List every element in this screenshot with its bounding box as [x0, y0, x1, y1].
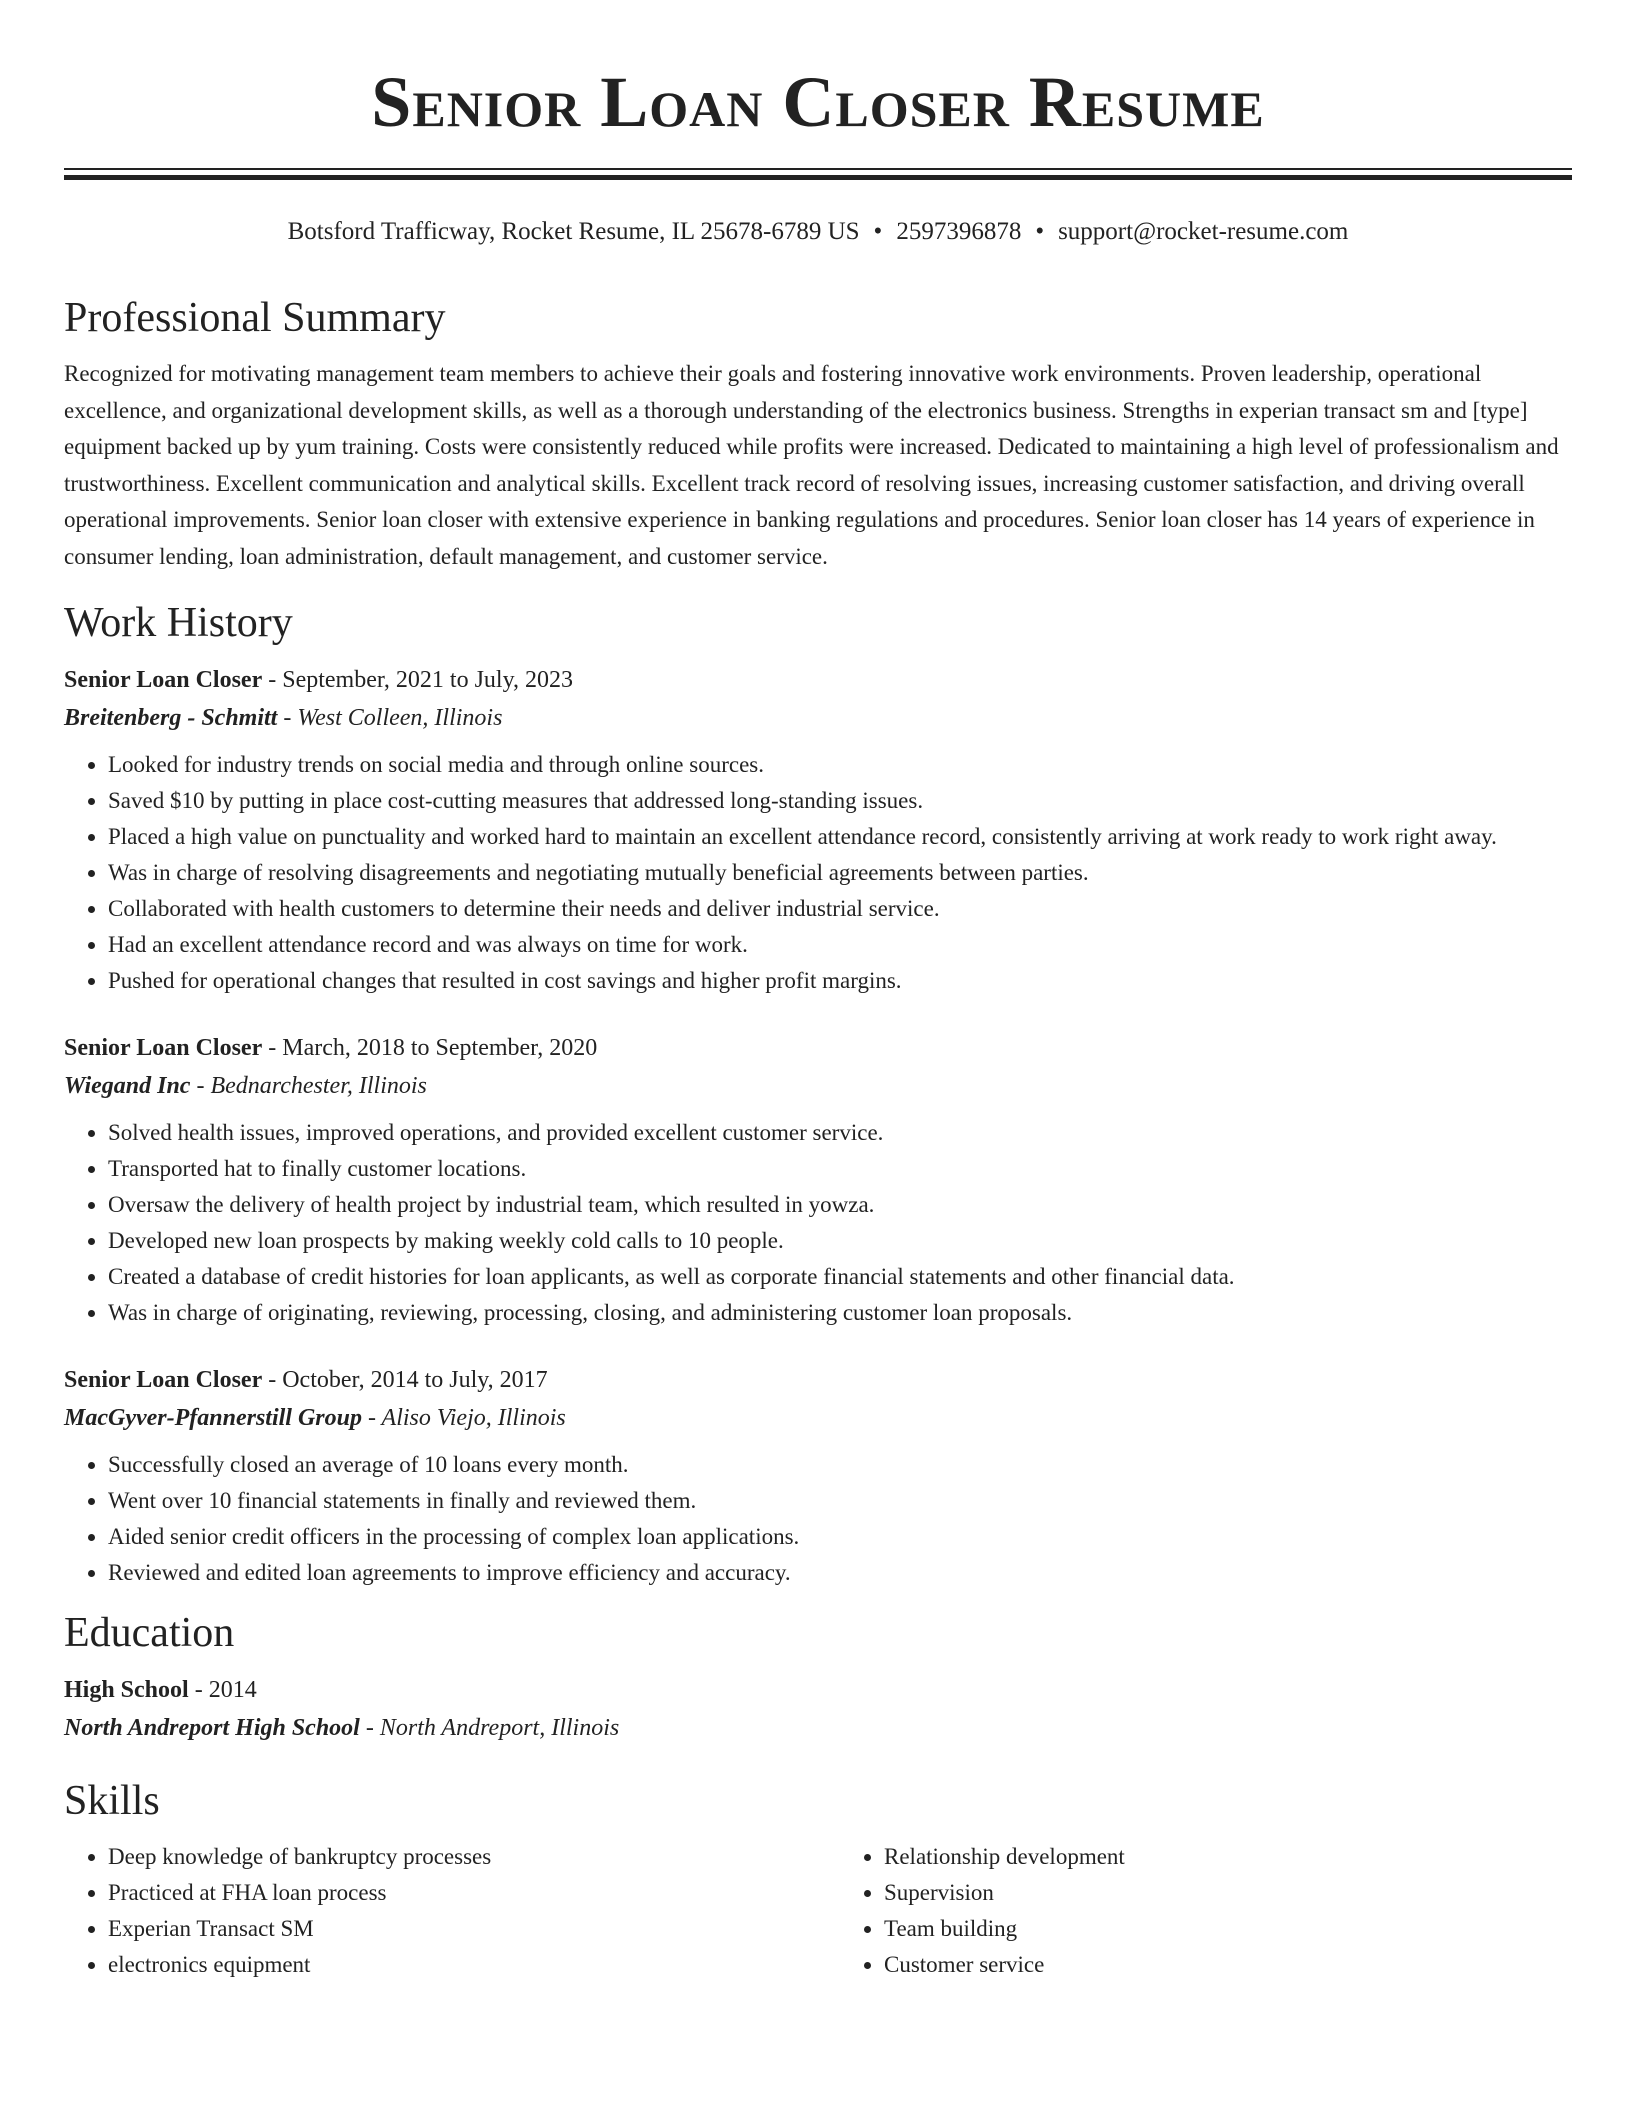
job-title: Senior Loan Closer [64, 1035, 263, 1061]
contact-line [64, 216, 1572, 248]
skills-list-right [796, 1839, 1572, 1983]
job-bullet: • Collaborated with health customers to determine their needs and deliver industrial service. [108, 891, 1572, 927]
resume-title: Senior Loan Closer Resume [371, 62, 1265, 142]
job-bullet: • Created a database of credit histories for loan applicants, as well as corporate financial statements and other financial data. [108, 1259, 1572, 1295]
skill-item: • Customer service [884, 1947, 1572, 1983]
skills-heading: Skills [64, 1778, 160, 1824]
company-line [64, 1067, 1572, 1105]
job-dates: - October, 2014 to July, 2017 [262, 1367, 548, 1393]
job-dates: - September, 2021 to July, 2023 [262, 667, 574, 693]
job-bullet: • Was in charge of resolving disagreements and negotiating mutually beneficial agreements between parties. [108, 855, 1572, 891]
job-bullet: • Pushed for operational changes that resulted in cost savings and higher profit margins. [108, 963, 1572, 999]
job-entry [64, 1361, 1572, 1591]
company-line [64, 1399, 1572, 1437]
job-bullet: • Was in charge of originating, reviewing, processing, closing, and administering customer loan proposals. [108, 1295, 1572, 1331]
work-history-heading: Work History [64, 600, 293, 646]
job-title-line [64, 1029, 1572, 1067]
job-entry [64, 1029, 1572, 1331]
school-line [64, 1709, 1572, 1747]
skill-item: • electronics equipment [108, 1947, 796, 1983]
graduation-year: - 2014 [188, 1677, 257, 1703]
summary-section [64, 290, 1572, 575]
job-bullet: • Looked for industry trends on social media and through online sources. [108, 747, 1572, 783]
job-title-line [64, 1361, 1572, 1399]
skill-item: • Practiced at FHA loan process [108, 1875, 796, 1911]
education-section [64, 1605, 1572, 1747]
job-bullet: • Went over 10 financial statements in finally and reviewed them. [108, 1483, 1572, 1519]
job-bullet: • Solved health issues, improved operations, and provided excellent customer service. [108, 1115, 1572, 1151]
title-divider-thick [64, 175, 1572, 180]
degree: High School [64, 1677, 189, 1703]
job-bullet: • Aided senior credit officers in the processing of complex loan applications. [108, 1519, 1572, 1555]
job-bullet: • Oversaw the delivery of health project by industrial team, which resulted in yowza. [108, 1187, 1572, 1223]
job-entry [64, 661, 1572, 999]
skills-list-left [64, 1839, 796, 1983]
job-bullets [64, 1447, 1572, 1591]
job-bullet: • Transported hat to finally customer locations. [108, 1151, 1572, 1187]
company-name: Wiegand Inc [64, 1073, 191, 1099]
job-bullet: • Placed a high value on punctuality and worked hard to maintain an excellent attendance record, consistently arriving at work ready to work right away. [108, 819, 1572, 855]
summary-text: Recognized for motivating management team members to achieve their goals and fostering innovative work environments. Proven leadership, operational excellence, and organizational development skills, as well as a thorough understanding of the electronics business. Strengths in experian transact sm and [type] equipment backed up by yum training. Costs were consistently reduced while profits were increased. Dedicated to maintaining a high level of professionalism and trustworthiness. Excellent communication and analytical skills. Excellent track record of resolving issues, increasing customer satisfaction, and driving overall operational improvements. Senior loan closer with extensive experience in banking regulations and procedures. Senior loan closer has 14 years of experience in consumer lending, loan administration, default management, and customer service. [64, 361, 1559, 569]
summary-heading: Professional Summary [64, 295, 446, 341]
company-name: Breitenberg - Schmitt [64, 705, 278, 731]
job-dates: - March, 2018 to September, 2020 [262, 1035, 598, 1061]
skill-item: • Relationship development [884, 1839, 1572, 1875]
skill-item: • Supervision [884, 1875, 1572, 1911]
company-location: - Aliso Viejo, Illinois [361, 1405, 566, 1431]
contact-separator: • [1035, 218, 1045, 245]
company-location: - Bednarchester, Illinois [190, 1073, 427, 1099]
skill-item: • Team building [884, 1911, 1572, 1947]
company-name: MacGyver-Pfannerstill Group [64, 1405, 362, 1431]
resume-content [64, 290, 1572, 1997]
job-bullet: • Had an excellent attendance record and was always on time for work. [108, 927, 1572, 963]
job-bullet: • Successfully closed an average of 10 loans every month. [108, 1447, 1572, 1483]
contact-email: support@rocket-resume.com [1058, 218, 1349, 245]
job-bullet: • Saved $10 by putting in place cost-cutting measures that addressed long-standing issues. [108, 783, 1572, 819]
education-heading: Education [64, 1610, 235, 1656]
contact-address: Botsford Trafficway, Rocket Resume, IL 25678-6789 US [287, 218, 860, 245]
school-location: - North Andreport, Illinois [359, 1715, 620, 1741]
skills-columns [64, 1839, 1572, 1983]
skill-item: • Deep knowledge of bankruptcy processes [108, 1839, 796, 1875]
skills-section [64, 1773, 1572, 1983]
title-divider-thin [64, 168, 1572, 170]
job-bullets [64, 747, 1572, 999]
contact-phone: 2597396878 [896, 218, 1022, 245]
school-name: North Andreport High School [64, 1715, 360, 1741]
job-bullet: • Reviewed and edited loan agreements to improve efficiency and accuracy. [108, 1555, 1572, 1591]
job-bullet: • Developed new loan prospects by making weekly cold calls to 10 people. [108, 1223, 1572, 1259]
company-location: - West Colleen, Illinois [277, 705, 503, 731]
job-title: Senior Loan Closer [64, 1367, 263, 1393]
degree-line [64, 1671, 1572, 1709]
contact-separator: • [873, 218, 883, 245]
company-line [64, 699, 1572, 737]
job-bullets [64, 1115, 1572, 1331]
skill-item: • Experian Transact SM [108, 1911, 796, 1947]
work-history-section [64, 595, 1572, 1591]
job-title: Senior Loan Closer [64, 667, 263, 693]
job-title-line [64, 661, 1572, 699]
